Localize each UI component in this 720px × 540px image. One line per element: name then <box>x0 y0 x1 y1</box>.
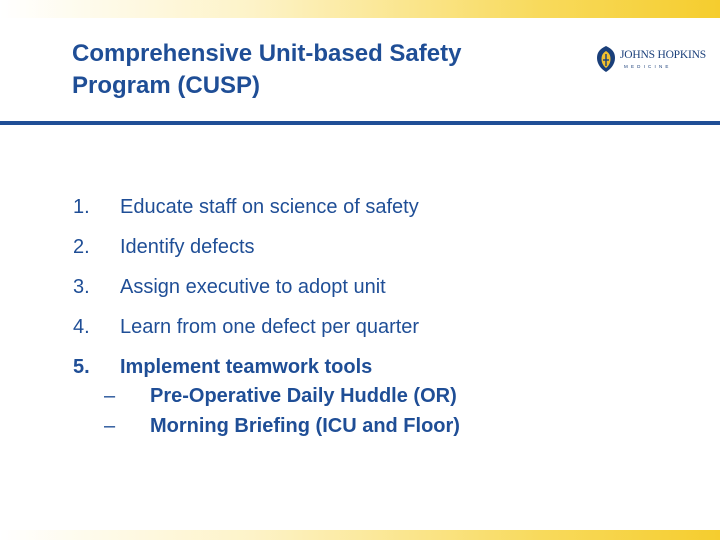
bottom-decorative-band <box>0 530 720 540</box>
list-item-2 <box>73 234 693 260</box>
johns-hopkins-logo <box>594 45 704 75</box>
list-item-text: Implement teamwork tools <box>120 356 373 378</box>
list-item-text: Learn from one defect per quarter <box>120 316 420 338</box>
sub-item-1 <box>104 383 664 409</box>
list-item-number: 1. <box>73 196 90 218</box>
slide-title <box>72 38 552 102</box>
list-item-text: Identify defects <box>120 236 255 258</box>
list-item-number: 3. <box>73 276 90 298</box>
list-item-number: 4. <box>73 316 90 338</box>
slide-title-line-1: Comprehensive Unit-based Safety <box>72 40 462 67</box>
sub-item-text: Pre-Operative Daily Huddle (OR) <box>150 385 457 407</box>
logo-name: JOHNS HOPKINS <box>620 49 706 61</box>
list-item-text: Educate staff on science of safety <box>120 196 419 218</box>
title-divider <box>0 121 720 125</box>
list-item-number: 2. <box>73 236 90 258</box>
list-item-3 <box>73 274 693 300</box>
sub-item-text: Morning Briefing (ICU and Floor) <box>150 415 460 437</box>
list-item-number: 5. <box>73 356 90 378</box>
list-item-4 <box>73 314 693 340</box>
list-item-5 <box>73 354 693 380</box>
sub-item-marker: – <box>104 385 116 407</box>
sub-item-marker: – <box>104 415 116 437</box>
list-item-1 <box>73 194 693 220</box>
sub-item-2 <box>104 413 664 439</box>
slide-title-line-2: Program (CUSP) <box>72 72 261 99</box>
logo-subtitle: MEDICINE <box>624 64 672 69</box>
list-item-text: Assign executive to adopt unit <box>120 276 386 298</box>
shield-icon <box>594 45 618 73</box>
top-decorative-band <box>0 0 720 18</box>
